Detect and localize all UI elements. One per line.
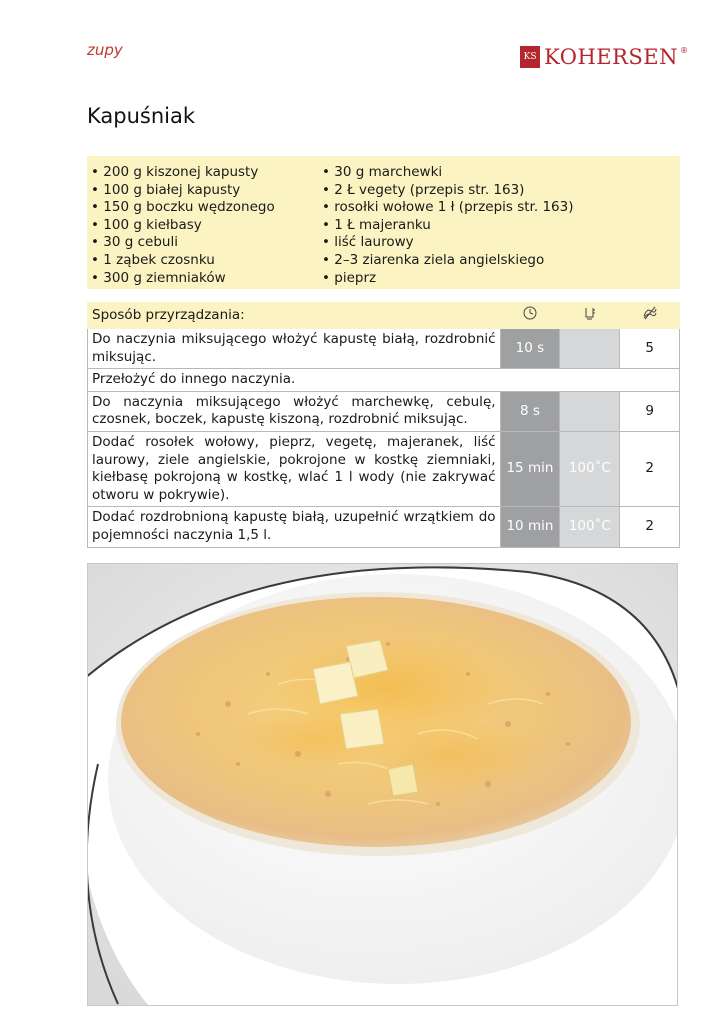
thermometer-icon bbox=[560, 303, 620, 329]
step-temperature: 100˚C bbox=[560, 507, 620, 547]
step-time: 8 s bbox=[500, 391, 560, 431]
step-temperature bbox=[560, 391, 620, 431]
step-text: Do naczynia miksującego włożyć marchewkę, cebulę, czosnek, boczek, kapustę kiszoną, rozdrobnić miksując. bbox=[88, 391, 501, 431]
recipe-title: Kapuśniak bbox=[87, 104, 196, 128]
ingredient-item: • liść laurowy bbox=[322, 234, 574, 252]
ingredient-item: • 30 g marchewki bbox=[322, 164, 574, 182]
ingredient-item: • 100 g białej kapusty bbox=[91, 182, 322, 200]
step-text: Dodać rozdrobnioną kapustę białą, uzupełnić wrzątkiem do pojemności naczynia 1,5 l. bbox=[88, 507, 501, 547]
timer-icon bbox=[500, 303, 560, 329]
registered-mark: ® bbox=[680, 46, 688, 55]
ingredient-item: • 1 Ł majeranku bbox=[322, 217, 574, 235]
ingredients-box bbox=[87, 156, 680, 289]
method-step-row bbox=[88, 431, 680, 506]
ingredient-item: • 200 g kiszonej kapusty bbox=[91, 164, 322, 182]
ingredient-item: • 300 g ziemniaków bbox=[91, 270, 322, 288]
step-time: 15 min bbox=[500, 431, 560, 506]
method-step-row bbox=[88, 329, 680, 369]
ingredient-item: • rosołki wołowe 1 ł (przepis str. 163) bbox=[322, 199, 574, 217]
ingredient-item: • 2 Ł vegety (przepis str. 163) bbox=[322, 182, 574, 200]
method-step-row bbox=[88, 507, 680, 547]
ingredients-left-column bbox=[91, 164, 322, 289]
ingredient-item: • 30 g cebuli bbox=[91, 234, 322, 252]
brand-name: KOHERSEN bbox=[544, 45, 678, 69]
ingredient-item: • 2–3 ziarenka ziela angielskiego bbox=[322, 252, 574, 270]
step-speed: 2 bbox=[620, 507, 680, 547]
category-label: zupy bbox=[87, 41, 123, 59]
method-step-row bbox=[88, 369, 680, 392]
brand-logo bbox=[520, 45, 688, 69]
step-text: Przełożyć do innego naczynia. bbox=[88, 369, 680, 392]
step-time: 10 min bbox=[500, 507, 560, 547]
step-temperature: 100˚C bbox=[560, 431, 620, 506]
step-speed: 2 bbox=[620, 431, 680, 506]
step-speed: 5 bbox=[620, 329, 680, 369]
brand-mark-icon: KS bbox=[520, 46, 540, 68]
soup-photo bbox=[87, 563, 678, 1006]
ingredient-item: • 1 ząbek czosnku bbox=[91, 252, 322, 270]
step-time: 10 s bbox=[500, 329, 560, 369]
method-step-row bbox=[88, 391, 680, 431]
ingredient-item: • 150 g boczku wędzonego bbox=[91, 199, 322, 217]
method-table bbox=[87, 302, 680, 548]
speed-icon bbox=[620, 303, 680, 329]
method-heading: Sposób przyrządzania: bbox=[88, 303, 501, 329]
step-speed: 9 bbox=[620, 391, 680, 431]
ingredient-item: • 100 g kiełbasy bbox=[91, 217, 322, 235]
method-header-row bbox=[88, 303, 680, 329]
step-text: Do naczynia miksującego włożyć kapustę białą, rozdrobnić miksując. bbox=[88, 329, 501, 369]
ingredients-right-column bbox=[322, 164, 574, 289]
ingredient-item: • pieprz bbox=[322, 270, 574, 288]
step-temperature bbox=[560, 329, 620, 369]
step-text: Dodać rosołek wołowy, pieprz, vegetę, majeranek, liść laurowy, ziele angielskie, pokrojone w kostkę ziemniaki, kiełbasę pokrojoną w kostkę, wlać 1 l wody (nie zakrywać otworu w pokrywie). bbox=[88, 431, 501, 506]
